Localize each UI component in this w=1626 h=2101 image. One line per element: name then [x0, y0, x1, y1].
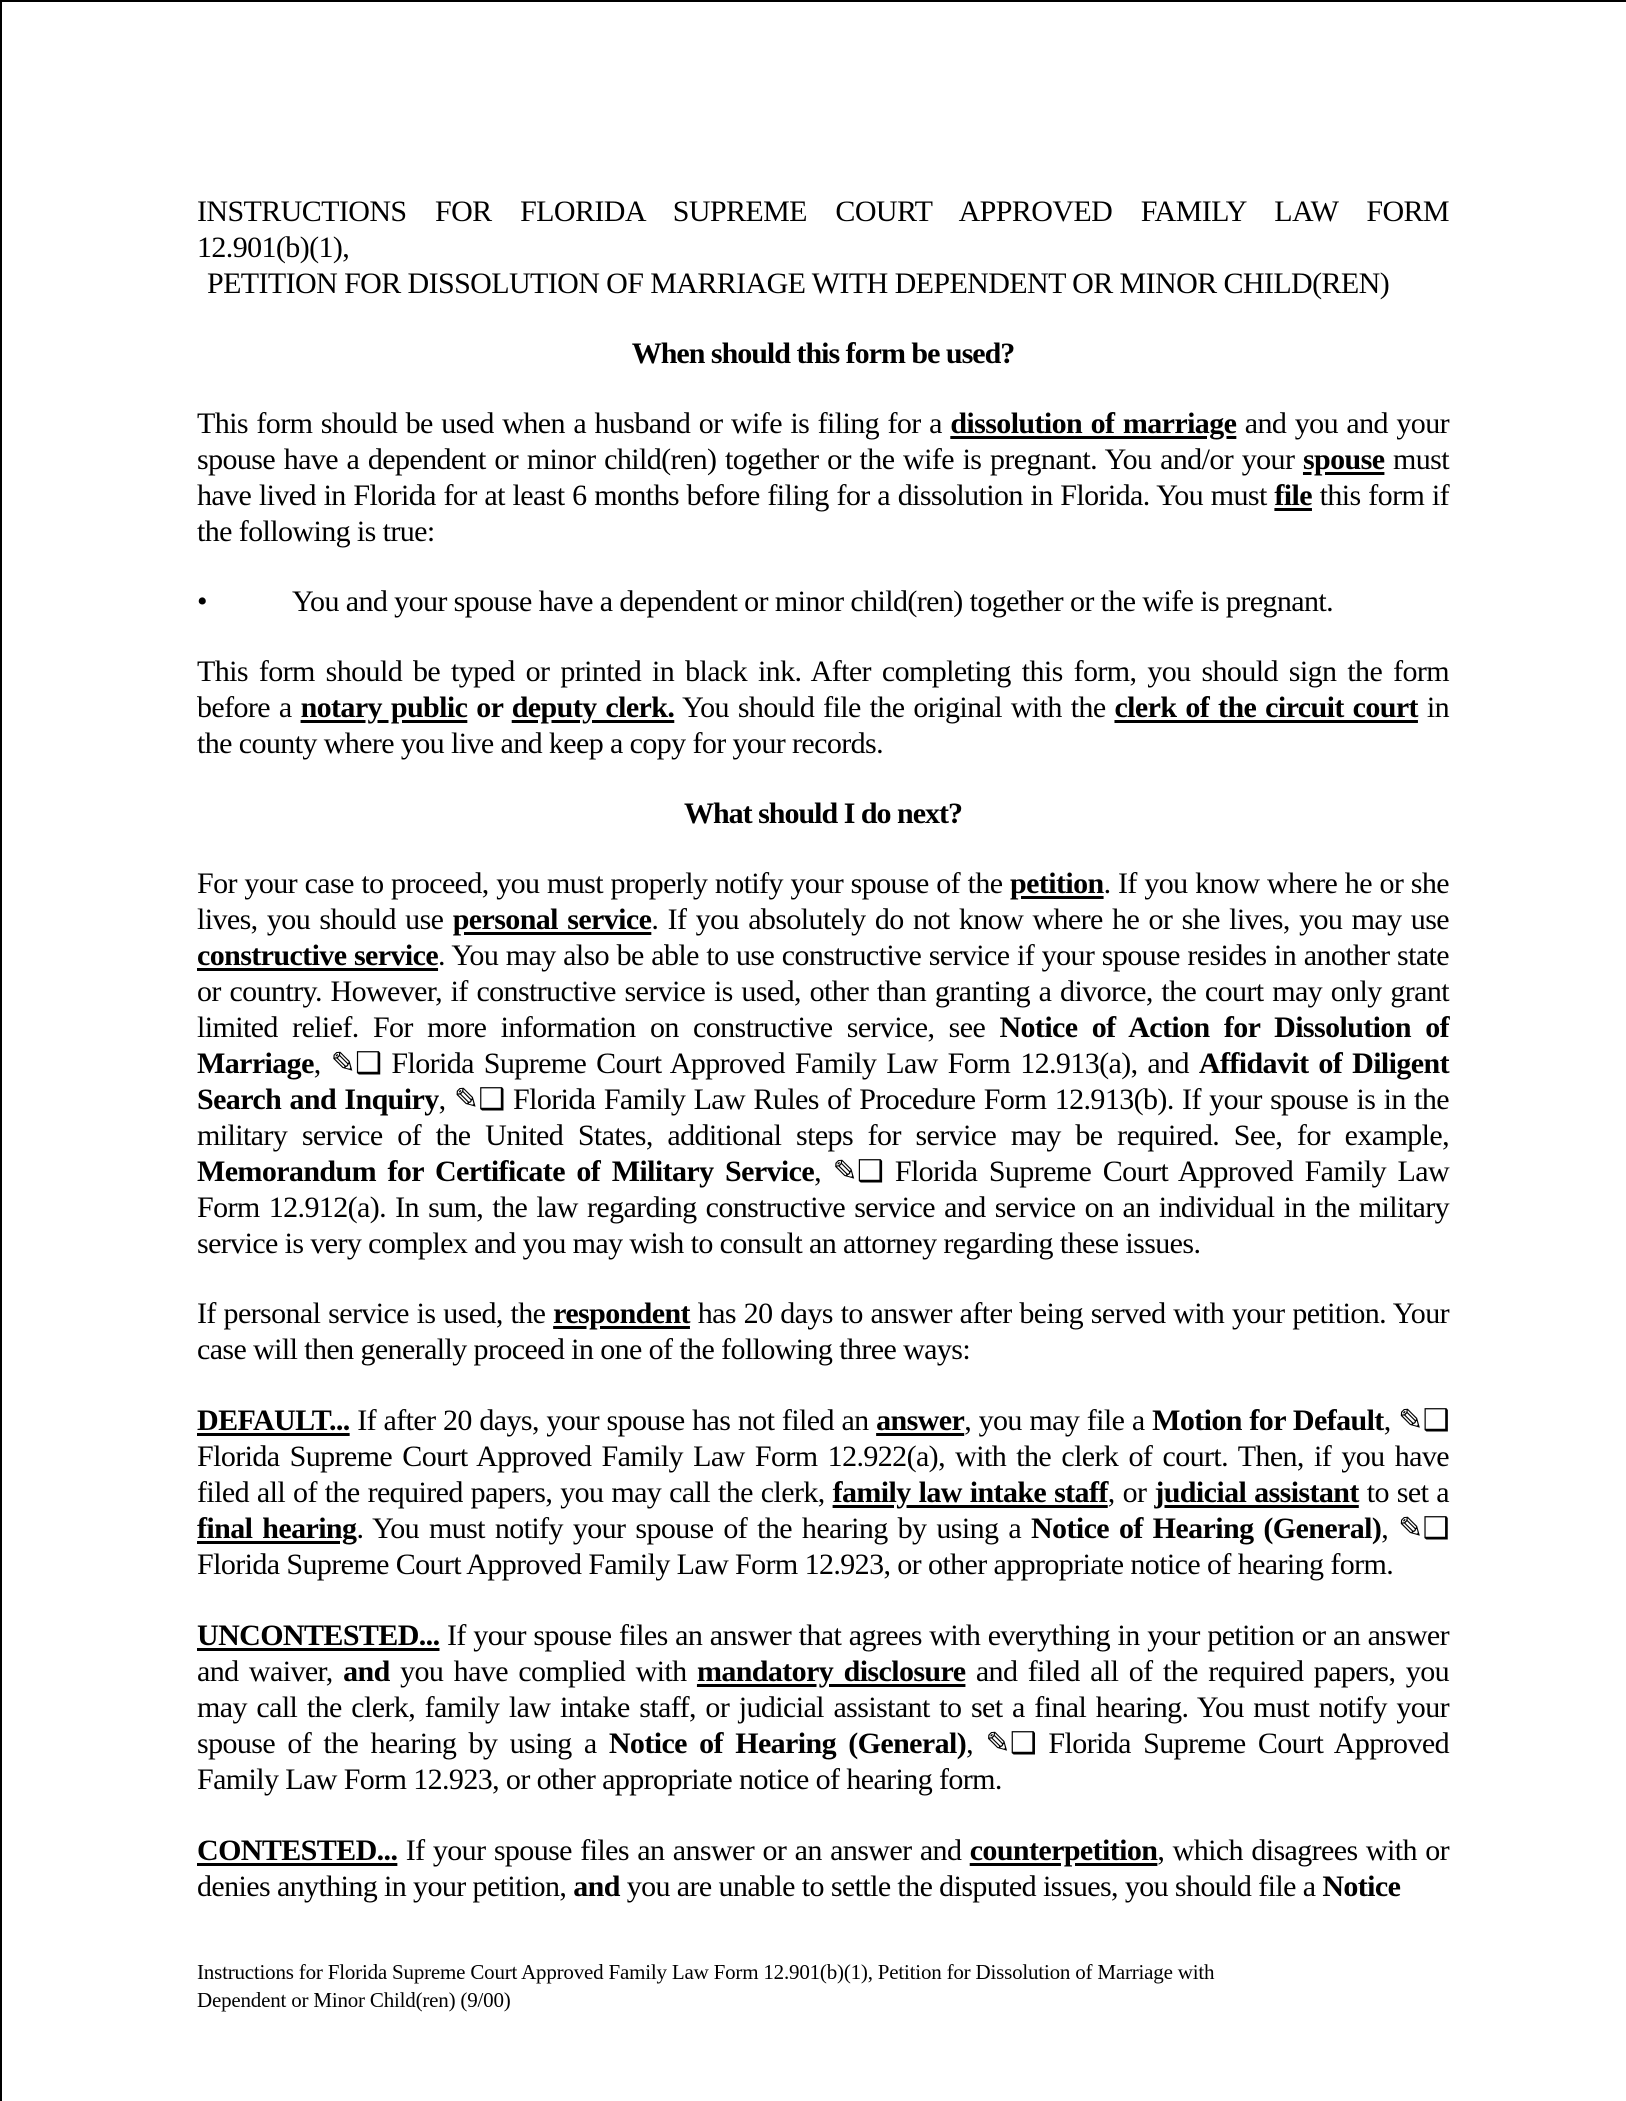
section-label-uncontested: UNCONTESTED... [197, 1619, 440, 1652]
form-reference: Affidavit of Diligent Search and Inquiry [197, 1047, 1449, 1116]
glossary-term: notary public [300, 691, 468, 724]
paragraph-uncontested: UNCONTESTED... If your spouse files an answer that agrees with everything in your petition or an answer and waiver, and you have complied with mandatory disclosure and filed all of the required papers, you may call the clerk, family law intake staff, or judicial assistant to set a final hearing. You must notify your spouse of the hearing by using a Notice of Hearing (General), ✎❑ Florida Supreme Court Approved Family Law Form 12.923, or other appropriate notice of hearing form. [197, 1619, 1449, 1796]
glossary-term: deputy clerk. [511, 691, 675, 724]
form-reference: Notice of Hearing (General) [608, 1727, 967, 1760]
glossary-term: dissolution of marriage [950, 407, 1237, 440]
footer-line-1: Instructions for Florida Supreme Court Approved Family Law Form 12.901(b)(1), Petition for Dissolution of Marriage with [197, 1960, 1215, 1984]
glossary-term: answer [876, 1404, 965, 1437]
form-reference: Notice of Action for Dissolution of Marriage [197, 1011, 1449, 1080]
pencil-checkbox-icon: ✎❑ [330, 1047, 382, 1080]
glossary-term: respondent [553, 1297, 690, 1330]
glossary-term: family law intake staff [832, 1476, 1108, 1509]
title-line-1: INSTRUCTIONS FOR FLORIDA SUPREME COURT APPROVED FAMILY LAW FORM [197, 195, 1449, 228]
form-reference: Notice [1322, 1870, 1401, 1903]
glossary-term: final hearing [197, 1512, 357, 1545]
heading-when-used: When should this form be used? [631, 337, 1015, 370]
glossary-term: constructive service [197, 939, 439, 972]
pencil-checkbox-icon: ✎❑ [832, 1155, 884, 1188]
glossary-term: judicial assistant [1154, 1476, 1359, 1509]
bullet-item [197, 584, 1449, 620]
glossary-term: petition [1010, 867, 1104, 900]
form-reference: Motion for Default [1152, 1404, 1384, 1437]
glossary-term: counterpetition [969, 1834, 1158, 1867]
paragraph-ink-and-filing: This form should be typed or printed in black ink. After completing this form, you should sign the form before a notary public or deputy clerk. You should file the original with the clerk of the circuit court in the county where you live and keep a copy for your records. [197, 655, 1449, 760]
pencil-checkbox-icon: ✎❑ [453, 1083, 505, 1116]
paragraph-service: For your case to proceed, you must properly notify your spouse of the petition. If you know where he or she lives, you should use personal service. If you absolutely do not know where he or she lives, you may use constructive service. You may also be able to use constructive service if your spouse resides in another state or country. However, if constructive service is used, other than granting a divorce, the court may only grant limited relief. For more information on constructive service, see Notice of Action for Dissolution of Marriage, ✎❑ Florida Supreme Court Approved Family Law Form 12.913(a), and Affidavit of Diligent Search and Inquiry, ✎❑ Florida Family Law Rules of Procedure Form 12.913(b). If your spouse is in the military service of the United States, additional steps for service may be required. See, for example, Memorandum for Certificate of Military Service, ✎❑ Florida Supreme Court Approved Family Law Form 12.912(a). In sum, the law regarding constructive service and service on an individual in the military service is very complex and you may wish to consult an attorney regarding these issues. [197, 867, 1450, 1260]
pencil-checkbox-icon: ✎❑ [1398, 1404, 1449, 1437]
glossary-term: clerk of the circuit court [1114, 691, 1418, 724]
title-line-3: PETITION FOR DISSOLUTION OF MARRIAGE WITH DEPENDENT OR MINOR CHILD(REN) [207, 267, 1390, 300]
document-body [197, 194, 1449, 1905]
glossary-term: spouse [1302, 443, 1385, 476]
glossary-term: personal service [452, 903, 652, 936]
heading-what-next: What should I do next? [683, 797, 963, 830]
glossary-term: mandatory disclosure [696, 1655, 966, 1688]
section-label-default: DEFAULT... [197, 1404, 350, 1437]
paragraph-respondent: If personal service is used, the respondent has 20 days to answer after being served with your petition. Your case will then generally proceed in one of the following three ways: [197, 1297, 1449, 1366]
page-footer [197, 1958, 1377, 2014]
glossary-term: file [1274, 479, 1312, 512]
form-reference: Notice of Hearing (General) [1030, 1512, 1382, 1545]
bullet-marker: • [197, 585, 207, 618]
pencil-checkbox-icon: ✎❑ [985, 1727, 1037, 1760]
paragraph-when-used: This form should be used when a husband or wife is filing for a dissolution of marriage and you and your spouse have a dependent or minor child(ren) together or the wife is pregnant. You and/or your spouse must have lived in Florida for at least 6 months before filing for a dissolution in Florida. You must file this form if the following is true: [197, 407, 1449, 548]
footer-line-2: Dependent or Minor Child(ren) (9/00) [197, 1988, 511, 2012]
form-reference: Memorandum for Certificate of Military Service [197, 1155, 815, 1188]
paragraph-default: DEFAULT... If after 20 days, your spouse has not filed an answer, you may file a Motion for Default, ✎❑ Florida Supreme Court Approved Family Law Form 12.922(a), with the clerk of court. Then, if you have filed all of the required papers, you may call the clerk, family law intake staff, or judicial assistant to set a final hearing. You must notify your spouse of the hearing by using a Notice of Hearing (General), ✎❑ Florida Supreme Court Approved Family Law Form 12.923, or other appropriate notice of hearing form. [197, 1404, 1449, 1581]
pencil-checkbox-icon: ✎❑ [1398, 1512, 1449, 1545]
section-label-contested: CONTESTED... [197, 1834, 398, 1867]
document-title [197, 194, 1449, 302]
paragraph-contested: CONTESTED... If your spouse files an answer or an answer and counterpetition, which disagrees with or denies anything in your petition, and you are unable to settle the disputed issues, you should file a Notice [197, 1834, 1449, 1903]
bullet-text: You and your spouse have a dependent or minor child(ren) together or the wife is pregnant. [292, 585, 1333, 618]
title-line-2: 12.901(b)(1), [197, 231, 350, 264]
